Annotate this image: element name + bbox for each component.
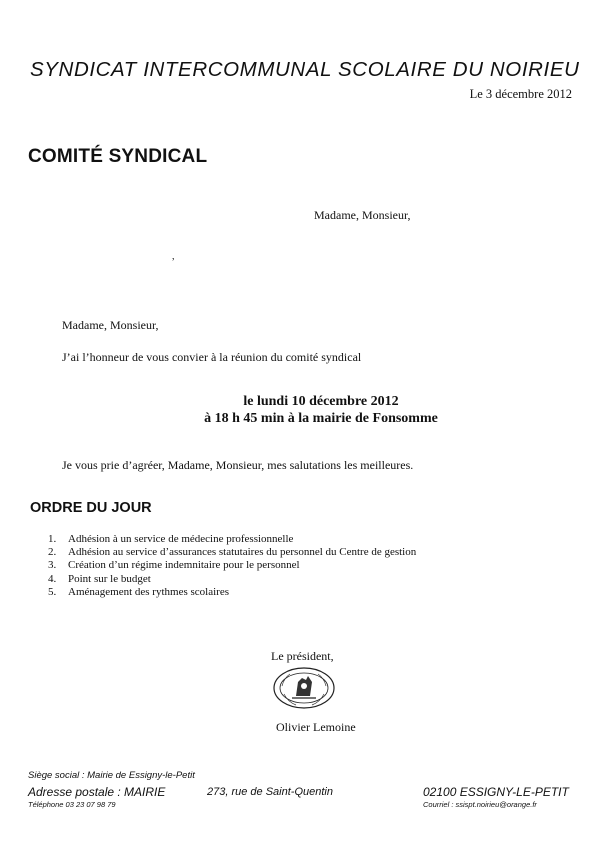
meeting-date: le lundi 10 décembre 2012 (243, 394, 399, 409)
agenda-item (48, 546, 416, 559)
stray-comma: , (172, 251, 175, 262)
agenda-item-text: Adhésion à un service de médecine professionnelle (68, 533, 294, 545)
footer-street: 273, rue de Saint-Quentin (207, 786, 333, 798)
closing-paragraph: Je vous prie d’agréer, Madame, Monsieur, mes salutations les meilleures. (62, 458, 414, 472)
intro-paragraph: J’ai l’honneur de vous convier à la réunion du comité syndical (62, 350, 362, 364)
agenda-item (48, 559, 416, 572)
footer-siege: Siège social : Mairie de Essigny-le-Petit (28, 770, 195, 781)
letter-date: Le 3 décembre 2012 (469, 87, 572, 101)
agenda-item-text: Création d’un régime indemnitaire pour le personnel (68, 559, 300, 572)
recipient-salutation: Madame, Monsieur, (314, 208, 411, 222)
signatory-role: Le président, (271, 649, 334, 663)
official-seal-icon (272, 666, 336, 710)
agenda-item-number: 5. (48, 585, 57, 598)
agenda-item-text: Point sur le budget (68, 572, 151, 585)
footer-phone: Téléphone 03 23 07 98 79 (28, 800, 116, 809)
agenda-item-number: 3. (48, 559, 57, 572)
meeting-place: à 18 h 45 min à la mairie de Fonsomme (204, 411, 438, 426)
document-title: COMITÉ SYNDICAL (28, 146, 208, 167)
agenda-item-number: 1. (48, 533, 57, 545)
agenda-item (48, 573, 416, 586)
footer-postal-address: Adresse postale : MAIRIE (28, 785, 166, 799)
agenda-item (48, 533, 416, 546)
agenda-heading: ORDRE DU JOUR (30, 500, 152, 516)
agenda-list (48, 533, 416, 599)
agenda-item-number: 2. (48, 546, 57, 559)
agenda-item-text: Adhésion au service d’assurances statutaires du personnel du Centre de gestion (68, 546, 417, 559)
agenda-item-text: Aménagement des rythmes scolaires (68, 585, 229, 598)
organization-name: SYNDICAT INTERCOMMUNAL SCOLAIRE DU NOIRIEU (30, 58, 580, 81)
footer-city: 02100 ESSIGNY-LE-PETIT (423, 785, 569, 799)
salutation: Madame, Monsieur, (62, 318, 159, 332)
agenda-item (48, 586, 416, 599)
signatory-name: Olivier Lemoine (276, 720, 356, 734)
footer-email: Courriel : ssispt.noirieu@orange.fr (423, 800, 537, 809)
agenda-item-number: 4. (48, 572, 57, 585)
